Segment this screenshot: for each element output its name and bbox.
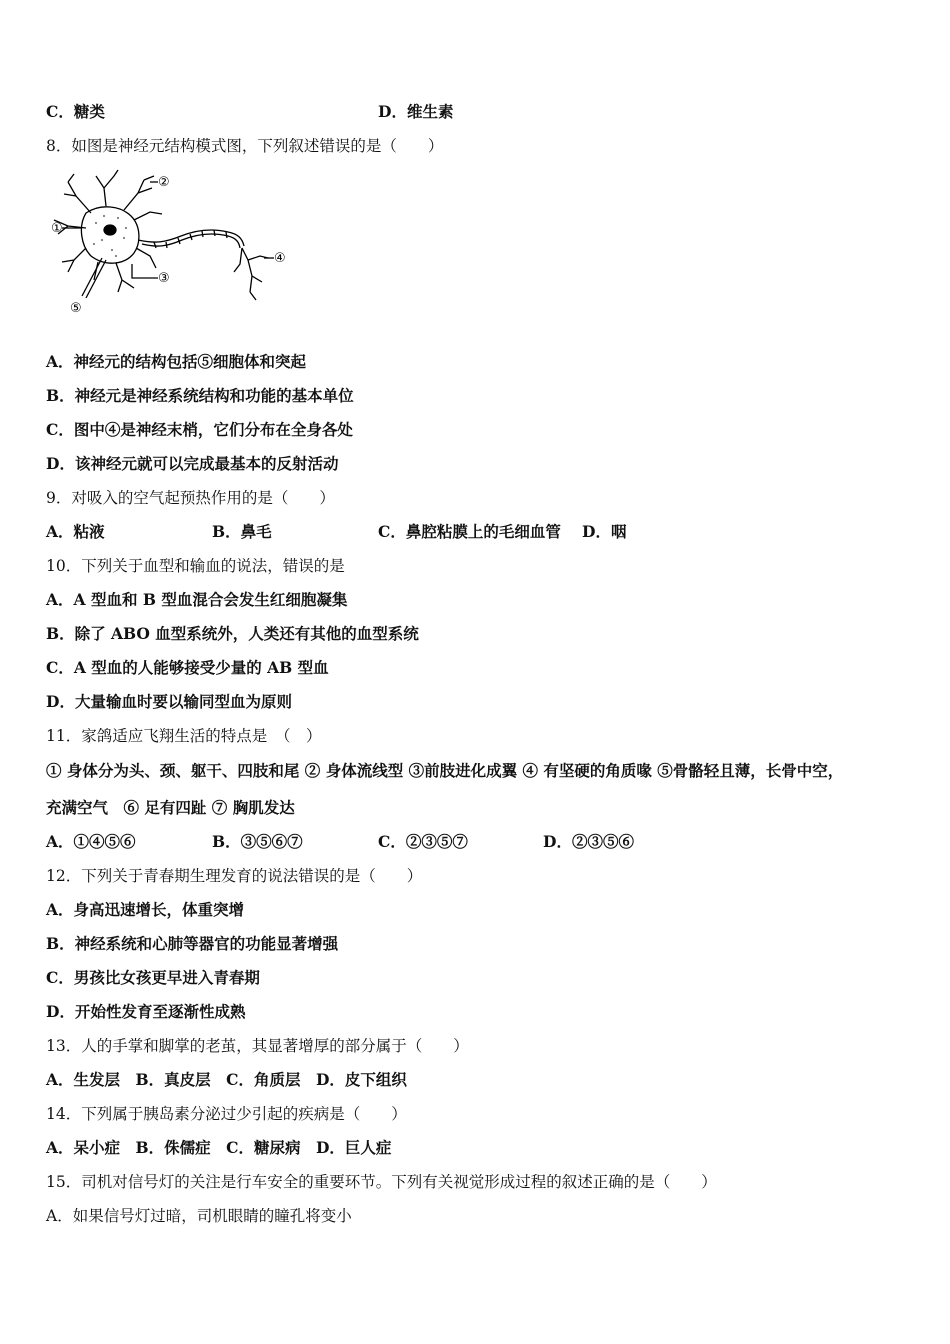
q7-option-d: D．维生素 — [378, 102, 454, 121]
q12-option-c: C．男孩比女孩更早进入青春期 — [46, 968, 260, 987]
figure-label-4: ④ — [274, 251, 286, 266]
q12-option-b: B．神经系统和心肺等器官的功能显著增强 — [46, 934, 339, 953]
q10-option-c: C．A 型血的人能够接受少量的 AB 型血 — [46, 658, 329, 677]
q9-option-d: D．咽 — [582, 522, 627, 541]
figure-label-5: ⑤ — [70, 301, 82, 316]
q9-stem: 9．对吸入的空气起预热作用的是（ ） — [46, 489, 335, 507]
q9-option-b: B．鼻毛 — [212, 522, 272, 541]
q10-option-a: A．A 型血和 B 型血混合会发生红细胞凝集 — [46, 590, 348, 609]
q7-option-c: C．糖类 — [46, 102, 105, 121]
figure-label-1: ① — [51, 221, 63, 236]
q12-option-a: A．身高迅速增长，体重突增 — [46, 900, 245, 919]
q11-option-b: B．③⑤⑥⑦ — [212, 832, 303, 851]
figure-label-3: ③ — [158, 271, 170, 286]
q10-stem: 10．下列关于血型和输血的说法，错误的是 — [46, 557, 345, 575]
q14-options: A．呆小症 B．侏儒症 C．糖尿病 D．巨人症 — [46, 1138, 392, 1157]
q9-option-a: A．粘液 — [46, 522, 105, 541]
q15-option-a: A．如果信号灯过暗，司机眼睛的瞳孔将变小 — [46, 1207, 352, 1225]
figure-label-2: ② — [158, 175, 170, 190]
q8-option-d: D．该神经元就可以完成最基本的反射活动 — [46, 454, 339, 473]
q11-items-line-1: ① 身体分为头、颈、躯干、四肢和尾 ② 身体流线型 ③前肢进化成翼 ④ 有坚硬的角质喙 ⑤骨骼轻且薄，长骨中空， — [46, 761, 844, 780]
q8-option-b: B．神经元是神经系统结构和功能的基本单位 — [46, 386, 354, 405]
q11-option-d: D．②③⑤⑥ — [543, 832, 634, 851]
q10-option-b: B．除了 ABO 血型系统外，人类还有其他的血型系统 — [46, 624, 419, 643]
q13-options: A．生发层 B．真皮层 C．角质层 D．皮下组织 — [46, 1070, 407, 1089]
q11-option-c: C．②③⑤⑦ — [378, 832, 468, 851]
q8-option-a: A．神经元的结构包括⑤细胞体和突起 — [46, 352, 307, 371]
q10-option-d: D．大量输血时要以输同型血为原则 — [46, 692, 292, 711]
q11-option-a: A．①④⑤⑥ — [46, 832, 136, 851]
q14-stem: 14．下列属于胰岛素分泌过少引起的疾病是（ ） — [46, 1105, 407, 1123]
q8-option-c: C．图中④是神经末梢，它们分布在全身各处 — [46, 420, 353, 439]
q8-stem: 8．如图是神经元结构模式图，下列叙述错误的是（ ） — [46, 137, 444, 155]
q13-stem: 13．人的手掌和脚掌的老茧，其显著增厚的部分属于（ ） — [46, 1037, 469, 1055]
q12-stem: 12．下列关于青春期生理发育的说法错误的是（ ） — [46, 867, 423, 885]
q12-option-d: D．开始性发育至逐渐性成熟 — [46, 1002, 246, 1021]
q9-option-c: C．鼻腔粘膜上的毛细血管 — [378, 522, 561, 541]
q15-stem: 15．司机对信号灯的关注是行车安全的重要环节。下列有关视觉形成过程的叙述正确的是（ ） — [46, 1173, 717, 1191]
q11-stem: 11．家鸽适应飞翔生活的特点是 （ ） — [46, 727, 322, 745]
neuron-diagram — [46, 168, 296, 318]
q11-items-line-2: 充满空气 ⑥ 足有四趾 ⑦ 胸肌发达 — [46, 798, 295, 817]
